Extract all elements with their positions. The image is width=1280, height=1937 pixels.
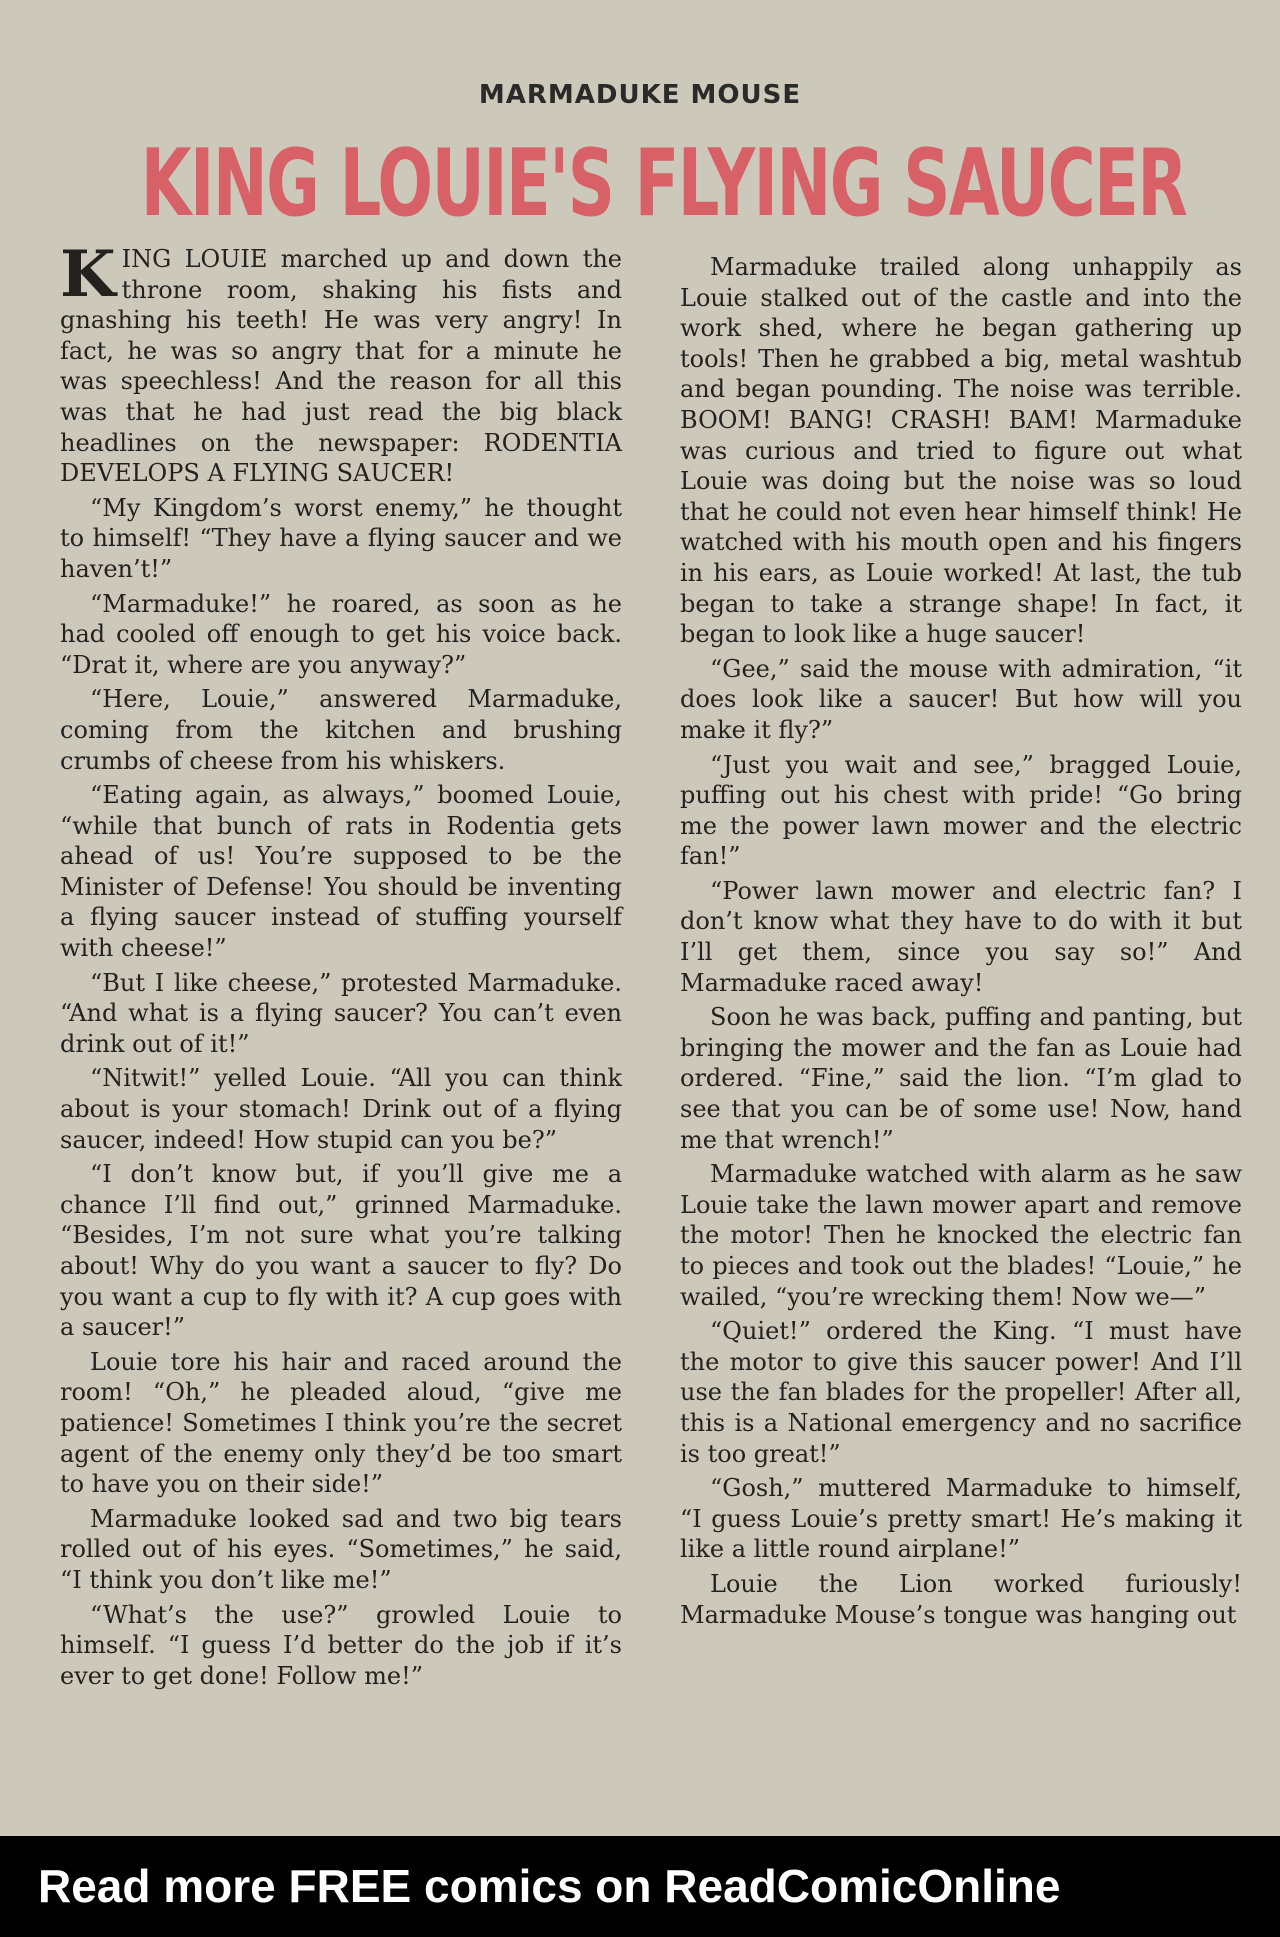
paragraph: Soon he was back, puffing and panting, but bringing the mower and the fan as Louie had ordered. “Fine,” said the lion. “I’m glad to see that you can be of some use! Now, hand me that wrench!”	[680, 1003, 1242, 1154]
right-column	[680, 252, 1242, 1634]
paragraph: Marmaduke looked sad and two big tears rolled out of his eyes. “Sometimes,” he said, “I think you don’t like me!”	[60, 1504, 622, 1594]
first-words: ING LOUIE	[121, 245, 268, 273]
paragraph: “My Kingdom’s worst enemy,” he thought to himself! “They have a flying saucer and we haven’t!”	[60, 493, 622, 583]
paragraph: “Quiet!” ordered the King. “I must have the motor to give this saucer power! And I’ll use the fan blades for the propeller! After all, this is a National emergency and no sacrifice is too great!”	[680, 1317, 1242, 1468]
left-column	[60, 237, 622, 1695]
paragraph: “Gee,” said the mouse with admiration, “it does look like a saucer! But how will you make it fly?”	[680, 654, 1242, 744]
paragraph: “Eating again, as always,” boomed Louie, “while that bunch of rats in Rodentia gets ahead of us! You’re supposed to be the Minister of Defense! You should be inventing a flying saucer instead of stuffing yourself with cheese!”	[60, 781, 622, 963]
paragraph: Marmaduke trailed along unhappily as Louie stalked out of the castle and into the work shed, where he began gathering up tools! Then he grabbed a big, metal washtub and began pounding. The noise was terrible. BOOM! BANG! CRASH! BAM! Marmaduke was curious and tried to figure out what Louie was doing but the noise was so loud that he could not even hear himself think! He watched with his mouth open and his fingers in his ears, as Louie worked! At last, the tub began to take a strange shape! In fact, it began to look like a huge saucer!	[680, 253, 1242, 649]
paragraph: “I don’t know but, if you’ll give me a chance I’ll find out,” grinned Marmaduke. “Besides, I’m not sure what you’re talking about! Why do you want a saucer to fly? Do you want a cup to fly with it? A cup goes with a saucer!”	[60, 1160, 622, 1342]
story-title: KING LOUIE'S FLYING SAUCER	[140, 129, 1187, 237]
paragraph: “Just you wait and see,” bragged Louie, puffing out his chest with pride! “Go bring me the power lawn mower and the electric fan!”	[680, 750, 1242, 871]
drop-cap: K	[60, 237, 116, 312]
paragraph: Louie the Lion worked furiously! Marmaduke Mouse’s tongue was hanging out	[680, 1569, 1242, 1629]
paragraph: “Nitwit!” yelled Louie. “All you can think about is your stomach! Drink out of a flying saucer, indeed! How stupid can you be?”	[60, 1064, 622, 1154]
promo-banner[interactable]: Read more FREE comics on ReadComicOnline	[0, 1836, 1280, 1937]
paragraph: Louie tore his hair and raced around the room! “Oh,” he pleaded aloud, “give me patience! Sometimes I think you’re the secret agent of the enemy only they’d be too smart to have you on their side!”	[60, 1347, 622, 1499]
paragraph: “Here, Louie,” answered Marmaduke, coming from the kitchen and brushing crumbs of cheese from his whiskers.	[60, 685, 622, 775]
paragraph: “Gosh,” muttered Marmaduke to himself, “I guess Louie’s pretty smart! He’s making it like a little round airplane!”	[680, 1474, 1242, 1564]
paragraph: “What’s the use?” growled Louie to himself. “I guess I’d better do the job if it’s ever to get done! Follow me!”	[60, 1600, 622, 1690]
paragraph: Marmaduke watched with alarm as he saw Louie take the lawn mower apart and remove the motor! Then he knocked the electric fan to pieces and took out the blades! “Louie,” he wailed, “you’re wrecking them! Now we—”	[680, 1160, 1242, 1311]
paragraph: “Marmaduke!” he roared, as soon as he had cooled off enough to get his voice back. “Drat it, where are you anyway?”	[60, 589, 622, 679]
paragraph: “Power lawn mower and electric fan? I don’t know what they have to do with it but I’ll get them, since you say so!” And Marmaduke raced away!	[680, 876, 1242, 997]
series-name: MARMADUKE MOUSE	[478, 80, 802, 110]
paragraph: “But I like cheese,” protested Marmaduke. “And what is a flying saucer? You can’t even drink out of it!”	[60, 968, 622, 1058]
paragraph: KING LOUIE marched up and down the throne room, shaking his fists and gnashing his teeth! He was very angry! In fact, he was so angry that for a minute he was speechless! And the reason for all this was that he had just read the big black headlines on the newspaper: RODENTIA DEVELOPS A FLYING SAUCER!	[60, 237, 622, 488]
